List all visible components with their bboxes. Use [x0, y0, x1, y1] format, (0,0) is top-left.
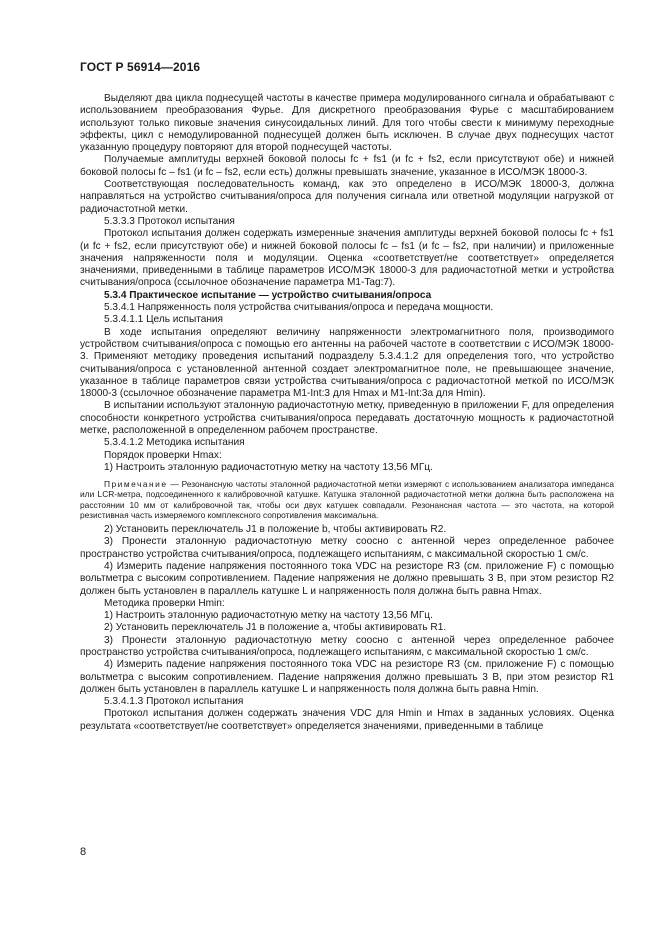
- list-item: 4) Измерить падение напряжения постоянного тока VDC на резисторе R3 (см. приложение F) с помощью вольтметра с высоким сопротивлением. Падение напряжения должно превышать 3 В, при этом резистор R1 должен быть установлен в параллель катушке L и напряженность поля должна быть равна Hmin.: [80, 659, 614, 695]
- paragraph: Выделяют два цикла поднесущей частоты в качестве примера модулированного сигнала и обрабатывают с использованием преобразования Фурье. Для дискретного преобразования Фурье с масштабированием используют только пиковые значения синусоидальных линий. Для того чтобы свести к минимуму переходные эффекты, цикл с немодулированной поднесущей должен быть исключен. В случае двух поднесущих частот указанную процедуру повторяют для второй поднесущей частоты.: [80, 93, 614, 154]
- list-item: 1) Настроить эталонную радиочастотную метку на частоту 13,56 МГц.: [104, 461, 433, 473]
- paragraph: Протокол испытания должен содержать измеренные значения амплитуды верхней боковой полосы fc + fs1 (и fc + fs2, если присутствуют обе) и нижней боковой полосы fc – fs1 (и fc – fs2, при наличии) и приложенные значения напряженности поля и модуляции. Оценка «соответствует/не соответствует» определяется значениями, приведенными в таблице параметров ИСО/МЭК 18000-3 для радиочастотной метки и устройства считывания/опроса (ссылочное обозначение параметра M1-Tag:7).: [80, 228, 614, 289]
- paragraph: Соответствующая последовательность команд, как это определено в ИСО/МЭК 18000-3, должна направляться на устройство считывания/опроса для получения сигнала или ответной модуляции нагрузкой от радиочастотной метки.: [80, 179, 614, 215]
- paragraph: В ходе испытания определяют величину напряженности электромагнитного поля, производимого устройством считывания/опроса с помощью его антенны на рабочей частоте в соответствии с ИСО/МЭК 18000-3. Применяют методику проведения испытаний подразделу 5.3.4.1.2 для определения того, что устройство считывания/опроса с установленной антенной создает электромагнитное поле, не превышающее значение, указанное в таблице параметров связи устройства считывания/опроса с радиочастотной меткой по ИСО/МЭК 18000-3 (ссылочное обозначение параметра M1-Int:3 для Hmax и M1-Int:3a для Hmin).: [80, 326, 614, 400]
- section-heading: 5.3.4.1 Напряженность поля устройства считывания/опроса и передача мощности.: [104, 302, 494, 314]
- list-item: 4) Измерить падение напряжения постоянного тока VDC на резисторе R3 (см. приложение F) с помощью вольтметра с высоким сопротивлением. Падение напряжения не должно превышать 3 В, при этом резистор R2 должен быть установлен в параллель катушке L и напряженность поля должна быть равна Hmax.: [80, 560, 614, 597]
- paragraph: Протокол испытания должен содержать значения VDC для Hmin и Hmax в заданных условиях. Оценка результата «соответствует/не соответствует» определяется значениями, приведенными в таблице: [80, 708, 614, 732]
- paragraph: Методика проверки Hmin:: [104, 597, 225, 609]
- list-item: 3) Пронести эталонную радиочастотную метку соосно с антенной через определенное рабочее пространство устройства считывания/опроса, подлежащего испытаниям, с максимальной скоростью 1 см/с.: [80, 634, 614, 658]
- note: [80, 479, 614, 520]
- standard-header: ГОСТ Р 56914—2016: [80, 60, 201, 74]
- note-label: Примечание: [104, 479, 168, 490]
- section-heading: 5.3.4.1.2 Методика испытания: [104, 437, 245, 449]
- section-heading: 5.3.3.3 Протокол испытания: [104, 215, 235, 227]
- paragraph: В испытании используют эталонную радиочастотную метку, приведенную в приложении F, для определения способности конкретного устройства считывания/опроса передавать достаточную мощность к радиочастотной метке, расположенной в определенном рабочем пространстве.: [80, 400, 614, 437]
- list-item: 2) Установить переключатель J1 в положение a, чтобы активировать R1.: [104, 622, 447, 634]
- list-item: 1) Настроить эталонную радиочастотную метку на частоту 13,56 МГц.: [104, 610, 433, 622]
- list-item: 2) Установить переключатель J1 в положение b, чтобы активировать R2.: [104, 524, 447, 536]
- section-heading: 5.3.4.1.3 Протокол испытания: [104, 696, 244, 708]
- paragraph: Порядок проверки Hmax:: [104, 449, 222, 461]
- paragraph: Получаемые амплитуды верхней боковой полосы fc + fs1 (и fc + fs2, если присутствуют обе) и нижней боковой полосы fc – fs1 (и fc – fs2, если есть) должны превышать значение, указанное в ИСО/МЭК 18000-3.: [80, 154, 614, 178]
- section-heading: 5.3.4.1.1 Цель испытания: [104, 314, 223, 326]
- document-body: [80, 93, 614, 733]
- note-text: — Резонансную частоты эталонной радиочастотной метки измеряют с использованием анализатора импеданса или LCR-метра, подсоединенного к калибровочной катушке. Катушка эталонной радиочастотной метки должна быть расположена на расстоянии 10 мм от калибровочной так, чтобы оси двух катушек совпадали. Резонансная частота — это частота, на которой резистивная часть измеряемого комплексного сопротивления максимальна.: [80, 479, 614, 520]
- page-number: 8: [80, 846, 87, 858]
- list-item: 3) Пронести эталонную радиочастотную метку соосно с антенной через определенное рабочее пространство устройства считывания/опроса, подлежащего испытаниям, с максимальной скоростью 1 см/с.: [80, 536, 614, 560]
- section-heading-bold: 5.3.4 Практическое испытание — устройство считывания/опроса: [104, 289, 432, 301]
